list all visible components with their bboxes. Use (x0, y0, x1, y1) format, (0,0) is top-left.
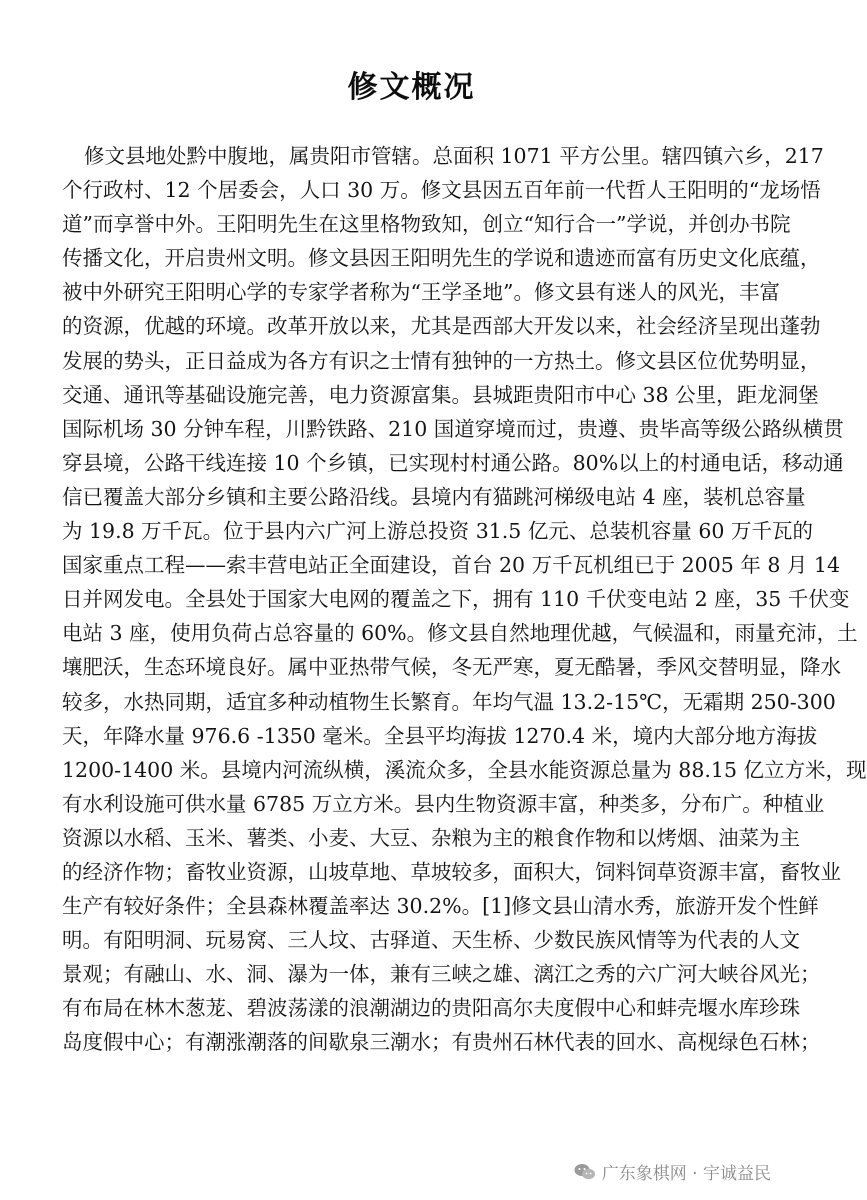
text-line: 修文县地处黔中腹地，属贵阳市管辖。总面积 1071 平方公里。辖四镇六乡，217 (84, 144, 824, 168)
text-line: 的资源，优越的环境。改革开放以来，尤其是西部大开发以来，社会经济呈现出蓬勃 (62, 314, 821, 339)
text-line: 较多，水热同期，适宜多种动植物生长繁育。年均气温 13.2-15℃，无霜期 250-300 (62, 689, 836, 714)
body-paragraph (62, 139, 867, 1060)
text-line: 传播文化，开启贵州文明。修文县因王阳明先生的学说和遗迹而富有历史文化底蕴， (62, 246, 821, 271)
watermark-text: 广东象棋网 · 宇诚益民 (601, 1164, 771, 1184)
text-line: 电站 3 座，使用负荷占总容量的 60%。修文县自然地理优越，气候温和，雨量充沛，土 (62, 621, 858, 646)
text-line: 个行政村、12 个居委会，人口 30 万。修文县因五百年前一代哲人王阳明的“龙场悟 (62, 178, 821, 203)
text-line: 信已覆盖大部分乡镇和主要公路沿线。县境内有猫跳河梯级电站 4 座，装机总容量 (62, 484, 806, 509)
text-line: 穿县境，公路干线连接 10 个乡镇，已实现村村通公路。80%以上的村通电话，移动通 (62, 450, 844, 475)
wechat-icon (574, 1163, 596, 1181)
text-line: 的经济作物；畜牧业资源，山坡草地、草坡较多，面积大，饲料饲草资源丰富，畜牧业 (62, 859, 841, 884)
text-line: 明。有阳明洞、玩易窝、三人坟、古驿道、天生桥、少数民族风情等为代表的人文 (62, 928, 800, 953)
page-title: 修文概况 (347, 70, 476, 105)
text-line: 道”而享誉中外。王阳明先生在这里格物致知，创立“知行合一”学说，并创办书院 (62, 212, 791, 237)
text-line: 国际机场 30 分钟车程，川黔铁路、210 国道穿境而过，贵遵、贵毕高等级公路纵横贯 (62, 416, 844, 441)
text-line: 生产有较好条件；全县森林覆盖率达 30.2%。[1]修文县山清水秀，旅游开发个性鲜 (62, 894, 819, 919)
text-line: 资源以水稻、玉米、薯类、小麦、大豆、杂粮为主的粮食作物和以烤烟、油菜为主 (62, 825, 800, 850)
text-line: 有布局在林木葱茏、碧波荡漾的浪潮湖边的贵阳高尔夫度假中心和蚌壳堰水库珍珠 (62, 996, 800, 1021)
text-line: 发展的势头，正日益成为各方有识之士情有独钟的一方热土。修文县区位优势明显， (62, 348, 821, 373)
text-line: 景观；有融山、水、洞、瀑为一体，兼有三峡之雄、漓江之秀的六广河大峡谷风光； (62, 962, 821, 987)
text-line: 被中外研究王阳明心学的专家学者称为“王学圣地”。修文县有迷人的风光，丰富 (62, 280, 780, 305)
text-line: 天，年降水量 976.6 -1350 毫米。全县平均海拔 1270.4 米，境内大部分地方海拔 (62, 723, 818, 748)
text-line: 国家重点工程——索丰营电站正全面建设，首台 20 万千瓦机组已于 2005 年 8 月 14 (62, 553, 840, 578)
text-line: 有水利设施可供水量 6785 万立方米。县内生物资源丰富，种类多，分布广。种植业 (62, 791, 825, 816)
text-line: 壤肥沃，生态环境良好。属中亚热带气候，冬无严寒，夏无酷暑，季风交替明显，降水 (62, 655, 841, 680)
text-line: 日并网发电。全县处于国家大电网的覆盖之下，拥有 110 千伏变电站 2 座，35 千伏变 (62, 587, 850, 612)
text-line: 为 19.8 万千瓦。位于县内六广河上游总投资 31.5 亿元、总装机容量 60 万千瓦的 (62, 519, 813, 544)
text-line: 岛度假中心；有潮涨潮落的间歇泉三潮水；有贵州石林代表的回水、高枧绿色石林； (62, 1030, 821, 1055)
text-line: 1200-1400 米。县境内河流纵横，溪流众多，全县水能资源总量为 88.15 亿立方米，现 (62, 757, 867, 782)
watermark (570, 1157, 775, 1186)
text-line: 交通、通讯等基础设施完善，电力资源富集。县城距贵阳市中心 38 公里，距龙洞堡 (62, 382, 819, 407)
